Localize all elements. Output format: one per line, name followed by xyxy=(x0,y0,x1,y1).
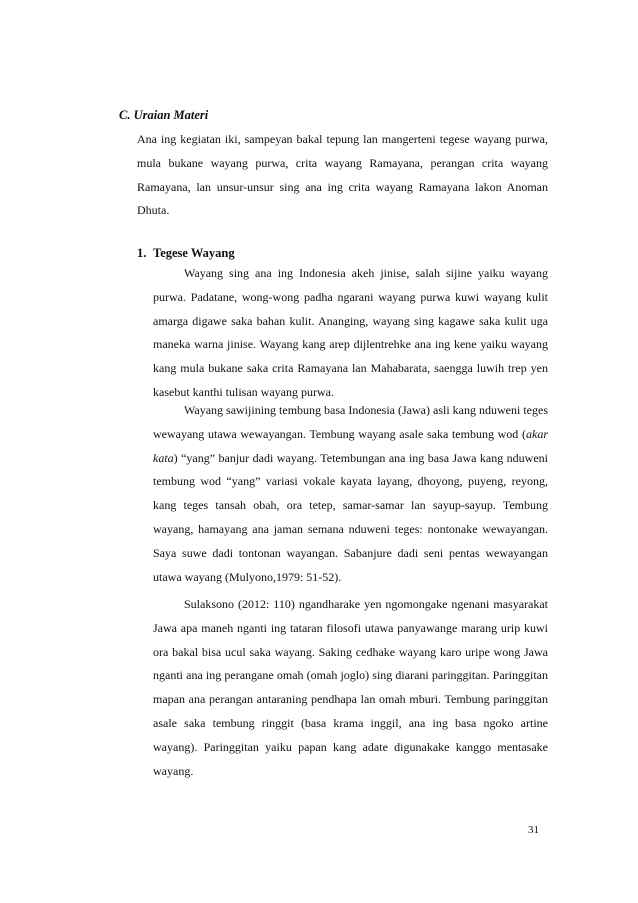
paragraph-3-text: Sulaksono (2012: 110) ngandharake yen ngomongake ngenani masyarakat Jawa apa maneh nganti ing tataran filosofi utawa panyawange marang urip kuwi ora bakal bisa ucul saka wayang. Saking cedhake wayang karo uripe wong Jawa nganti ana ing perangane omah (omah joglo) sing diarani paringgitan. Paringgitan mapan ana perangan antaraning pendhapa lan omah mburi. Tembung paringgitan asale saka tembung ringgit (basa krama inggil, ana ing basa ngoko artine wayang). Paringgitan yaiku papan kang adate digunakake kanggo mentasake wayang. xyxy=(153,597,548,778)
intro-paragraph: Ana ing kegiatan iki, sampeyan bakal tepung lan mangerteni tegese wayang purwa, mula bukane wayang purwa, crita wayang Ramayana, perangan crita wayang Ramayana, lan unsur-unsur sing ana ing crita wayang Ramayana lakon Anoman Dhuta. xyxy=(137,132,548,218)
paragraph-2-text-after: ) “yang” banjur dadi wayang. Tetembungan ana ing basa Jawa kang nduweni tembung wod “yang” variasi vokale kayata layang, dhoyong, puyeng, reyong, kang teges tansah obah, ora tetep, samar-samar lan sayup-sayup. Tembung wayang, hamayang ana jaman semana nduweni teges: nontonake wewayangan. Saya suwe dadi tontonan wayangan. Sabanjure dadi seni pentas wewayangan utawa wayang (Mulyono,1979: 51-52). xyxy=(153,450,548,584)
subsection-number: 1. xyxy=(137,246,147,260)
paragraph-2-italic-term: akar kata xyxy=(153,426,548,465)
paragraph-1-text: Wayang sing ana ing Indonesia akeh jinise, salah sijine yaiku wayang purwa. Padatane, wong-wong padha ngarani wayang purwa kuwi wayang kulit amarga digawe saka bahan kulit. Ananging, wayang sing kagawe saka kulit uga maneka warna jinise. Wayang kang arep dijlentrehke ana ing kene yaiku wayang kang mula bukane saka crita Ramayana lan Mahabarata, saengga luwih trep yen kasebut kanthi tulisan wayang purwa. xyxy=(153,266,548,399)
section-heading: C. Uraian Materi xyxy=(119,108,209,122)
subsection-title: Tegese Wayang xyxy=(153,246,235,260)
body-paragraph-2 xyxy=(153,399,548,589)
page-number: 31 xyxy=(528,824,539,836)
body-paragraph-3 xyxy=(153,593,548,783)
subsection-heading xyxy=(137,246,235,261)
body-paragraph-1 xyxy=(153,262,548,405)
paragraph-2-text-before: Wayang sawijining tembung basa Indonesia (Jawa) asli kang nduweni teges wewayang utawa wewayangan. Tembung wayang asale saka tembung wod ( xyxy=(153,403,548,441)
